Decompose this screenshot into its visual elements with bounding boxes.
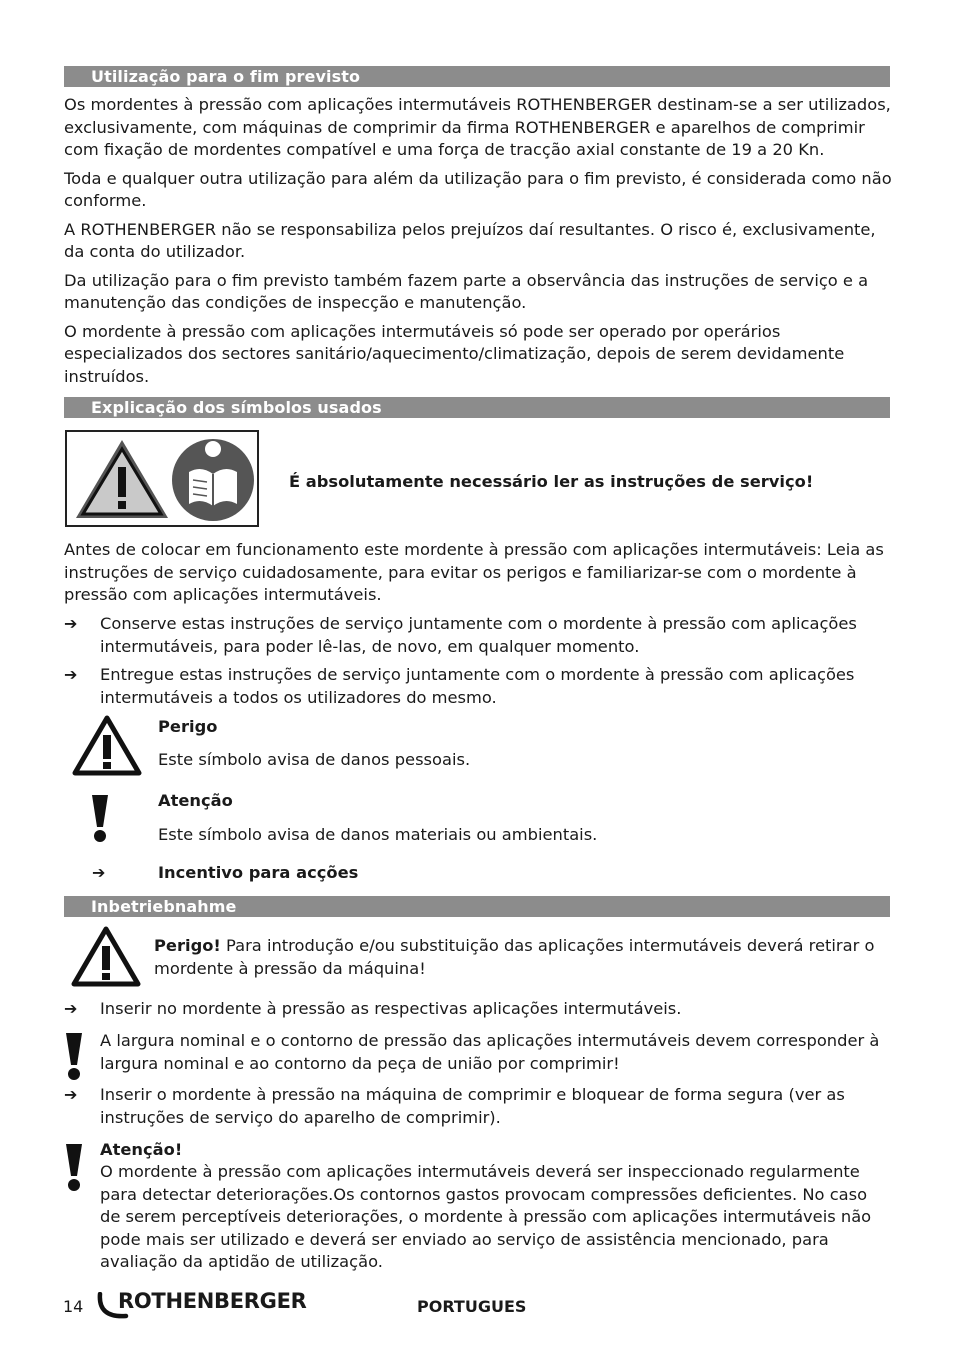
list-item-text: Entregue estas instruções de serviço juntamente com o mordente à pressão com aplicações intermutáveis a todos os utilizadores do mesmo.: [100, 665, 855, 707]
arrow-icon: ➔: [64, 614, 78, 633]
danger-description: Este símbolo avisa de danos pessoais.: [158, 750, 471, 769]
list-item-text: Inserir no mordente à pressão as respectivas aplicações intermutáveis.: [100, 999, 682, 1018]
brand-wordmark: ROTHENBERGER: [118, 1289, 307, 1313]
danger-lead: Perigo!: [154, 936, 221, 955]
arrow-icon: ➔: [64, 999, 78, 1018]
section-heading-commissioning: Inbetriebnahme: [64, 896, 890, 917]
manual-symbol-box: [65, 430, 259, 527]
danger-note-text: Para introdução e/ou substituição das aplicações intermutáveis deverá retirar o mordente à pressão da máquina!: [154, 936, 875, 978]
list-item: [64, 1084, 890, 1129]
arrow-icon: ➔: [92, 863, 106, 882]
paragraph: A ROTHENBERGER não se responsabiliza pelos prejuízos daí resultantes. O risco é, exclusivamente, da conta do utilizador.: [64, 219, 876, 261]
intended-use-body: [64, 94, 894, 394]
paragraph: Toda e qualquer outra utilização para além da utilização para o fim previsto, é considerada como não conforme.: [64, 168, 892, 210]
read-instructions-notice: É absolutamente necessário ler as instruções de serviço!: [289, 472, 814, 491]
brand-logo: [96, 1288, 336, 1322]
nominal-width-note: A largura nominal e o contorno de pressão das aplicações intermutáveis devem corresponder à largura nominal e ao contorno da peça de união por comprimir!: [100, 1031, 880, 1073]
paragraph: O mordente à pressão com aplicações intermutáveis só pode ser operado por operários especializados dos sectores sanitário/aquecimento/climatização, depois de serem devidamente instruídos.: [64, 321, 845, 386]
inspection-caution-text: O mordente à pressão com aplicações intermutáveis deverá ser inspeccionado regularmente para detectar deteriorações.Os contornos gastos provocam compressões deficientes. No caso de serem perceptíveis deteriorações, o mordente à pressão com aplicações intermutáveis não pode mais ser utilizado e deverá ser enviado ao serviço de assistência mencionado, para avaliação da aptidão de utilização.: [100, 1162, 872, 1271]
caution-title: Atenção: [158, 791, 233, 810]
page-number: 14: [63, 1297, 84, 1316]
exclamation-icon: [62, 1031, 86, 1081]
paragraph: Da utilização para o fim previsto também fazem parte a observância das instruções de serviço e a manutenção das condições de inspecção e manutenção.: [64, 270, 869, 312]
danger-title: Perigo: [158, 717, 218, 736]
action-label: Incentivo para acções: [158, 863, 359, 882]
list-item-text: Inserir o mordente à pressão na máquina de comprimir e bloquear de forma segura (ver as instruções de serviço do aparelho de comprimir).: [100, 1085, 845, 1127]
caution-description: Este símbolo avisa de danos materiais ou ambientais.: [158, 825, 598, 844]
list-item: [64, 998, 890, 1021]
list-item: [64, 664, 890, 709]
section-heading-symbols: Explicação dos símbolos usados: [64, 397, 890, 418]
inspection-caution-title: Atenção!: [100, 1140, 183, 1159]
symbols-intro: Antes de colocar em funcionamento este mordente à pressão com aplicações intermutáveis: Leia as instruções de serviço cuidadosamente, para evitar os perigos e familiarizar-se com o mordente à pressão com aplicações intermutáveis.: [64, 540, 884, 604]
warning-triangle-icon: [67, 432, 257, 525]
arrow-icon: ➔: [64, 1085, 78, 1104]
exclamation-icon: [88, 793, 112, 843]
language-label: PORTUGUES: [417, 1297, 527, 1316]
arrow-icon: ➔: [64, 665, 78, 684]
list-item: [64, 613, 890, 658]
danger-triangle-icon: [71, 925, 141, 987]
list-item-text: Conserve estas instruções de serviço juntamente com o mordente à pressão com aplicações intermutáveis, para poder lê-las, de novo, em qualquer momento.: [100, 614, 857, 656]
exclamation-icon: [62, 1142, 86, 1192]
section-heading-intended-use: Utilização para o fim previsto: [64, 66, 890, 87]
commissioning-danger-note: [154, 935, 889, 980]
danger-triangle-icon: [72, 714, 142, 776]
paragraph: Os mordentes à pressão com aplicações intermutáveis ROTHENBERGER destinam-se a ser utilizados, exclusivamente, com máquinas de comprimir da firma ROTHENBERGER e aparelhos de comprimir com fixação de mordentes compatível e uma força de tracção axial constante de 19 a 20 Kn.: [64, 95, 891, 159]
